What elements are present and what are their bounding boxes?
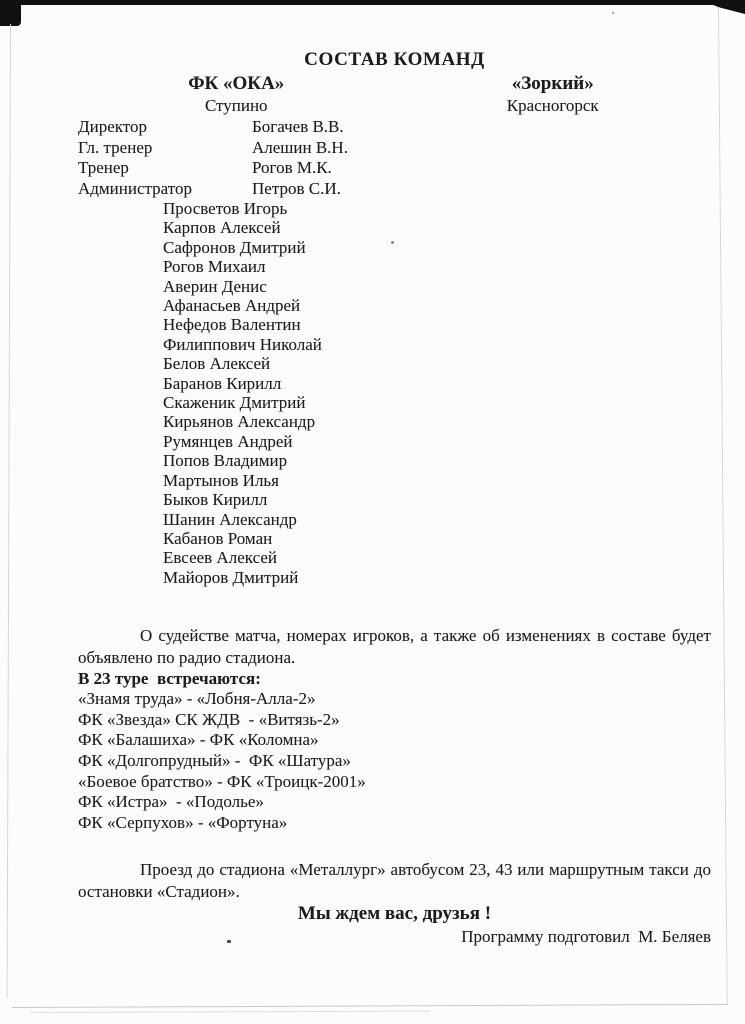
team-away <box>395 73 712 117</box>
team-away-city: Красногорск <box>506 96 599 115</box>
page-edge-right <box>718 8 728 1005</box>
page-edge-bottom <box>12 1004 728 1008</box>
team-home <box>78 73 395 117</box>
staff-list <box>78 117 711 199</box>
player-name: Попов Владимир <box>163 451 288 471</box>
scan-artifact-corner-top-left <box>0 0 21 26</box>
page-title: СОСТАВ КОМАНД <box>304 49 485 70</box>
scan-speck <box>612 12 614 14</box>
player-name: Аверин Денис <box>163 276 267 296</box>
closing-line: Мы ждем вас, друзья ! <box>297 903 492 925</box>
page-edge-bottom-secondary <box>30 1011 430 1013</box>
staff-role: Администратор <box>78 178 192 198</box>
document-content <box>78 48 711 947</box>
staff-role: Тренер <box>78 158 129 177</box>
player-name: Просветов Игорь <box>163 199 288 218</box>
page-edge-left <box>7 24 11 998</box>
staff-role: Директор <box>78 117 147 136</box>
fixture-line: «Знамя труда» - «Лобня-Алла-2» <box>78 689 316 709</box>
credit-line: Программу подготовил М. Беляев <box>461 927 711 947</box>
player-name: Баранов Кирилл <box>163 373 282 393</box>
player-name: Быков Кирилл <box>163 490 268 510</box>
staff-person-name: Рогов М.К. <box>252 158 332 177</box>
announcement-text: О судействе матча, номерах игроков, а также об изменениях в составе будет объявлено по радио стадиона. <box>78 626 711 667</box>
fixture-line: ФК «Истра» - «Подолье» <box>78 792 264 812</box>
player-name: Евсеев Алексей <box>163 548 277 568</box>
fixtures-list <box>78 689 711 833</box>
players-list <box>163 199 711 587</box>
fixture-line: «Боевое братство» - ФК «Троицк-2001» <box>78 771 366 791</box>
player-name: Карпов Алексей <box>163 218 281 238</box>
scan-artifact-top-strip <box>0 0 745 5</box>
staff-person-name: Петров С.И. <box>252 178 341 198</box>
player-name: Нефедов Валентин <box>163 315 301 335</box>
fixture-line: ФК «Звезда» СК ЖДВ - «Витязь-2» <box>78 709 340 729</box>
staff-person-name: Богачев В.В. <box>252 117 344 136</box>
staff-row <box>78 158 711 179</box>
team-away-name: «Зоркий» <box>511 73 594 94</box>
teams-header <box>78 73 711 117</box>
team-home-name: ФК «ОКА» <box>188 73 285 94</box>
staff-row <box>78 117 711 138</box>
team-home-city: Ступино <box>204 96 268 115</box>
fixture-line: ФК «Балашиха» - ФК «Коломна» <box>78 730 319 750</box>
fixture-line: ФК «Серпухов» - «Фортуна» <box>78 812 288 832</box>
round-header: В 23 туре встречаются: <box>78 669 261 689</box>
player-name: Афанасьев Андрей <box>163 296 301 316</box>
player-name: Мартынов Илья <box>163 470 279 490</box>
staff-person-name: Алешин В.Н. <box>252 137 348 157</box>
transport-text: Проезд до стадиона «Металлург» автобусом 23, 43 или маршрутным такси до остановки «Стадион». <box>78 860 711 901</box>
player-name: Майоров Дмитрий <box>163 567 299 587</box>
player-name: Кирьянов Александр <box>163 412 316 432</box>
scan-artifact-corner-top-right <box>711 0 745 14</box>
staff-row <box>78 138 711 159</box>
player-name: Скаженик Дмитрий <box>163 393 306 413</box>
player-name: Сафронов Дмитрий <box>163 237 306 257</box>
player-name: Румянцев Андрей <box>163 431 293 451</box>
player-name: Белов Алексей <box>163 354 271 374</box>
staff-role: Гл. тренер <box>78 137 153 157</box>
player-name: Филиппович Николай <box>163 334 322 354</box>
player-name: Шанин Александр <box>163 509 297 529</box>
player-name: Рогов Михаил <box>163 257 266 277</box>
staff-row <box>78 179 711 200</box>
player-name: Кабанов Роман <box>163 528 273 548</box>
fixture-line: ФК «Долгопрудный» - ФК «Шатура» <box>78 750 351 770</box>
